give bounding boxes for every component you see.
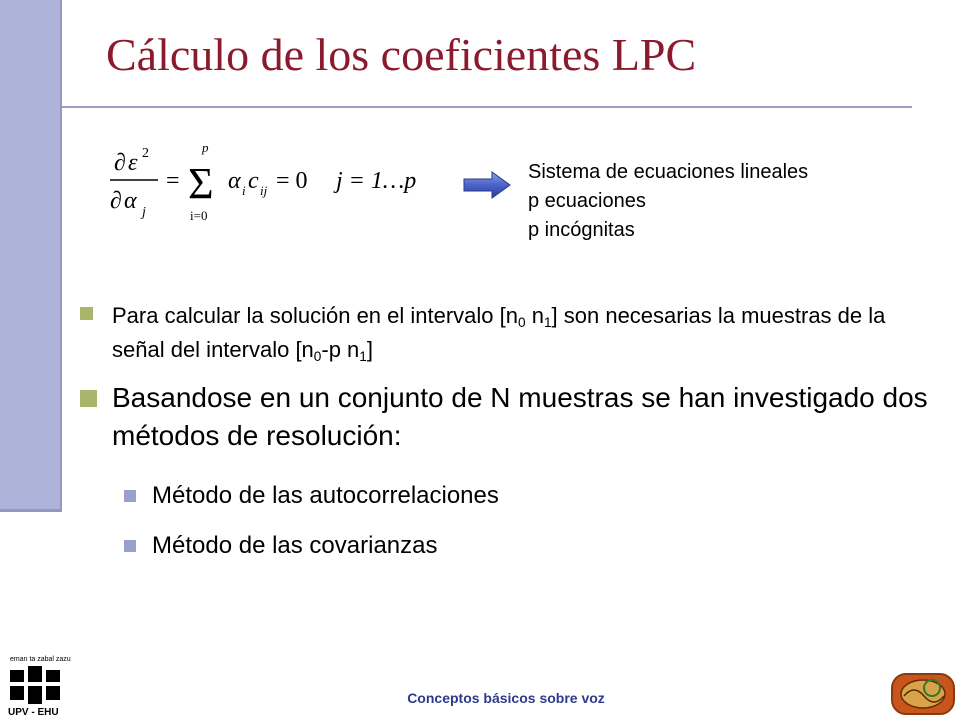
sub-bullet-square-icon — [124, 540, 136, 552]
arrow-right-icon — [462, 170, 512, 200]
lpc-equation — [108, 140, 438, 230]
system-description — [528, 158, 808, 245]
sigma-icon: Σ — [188, 159, 214, 208]
eq-term-c: c — [248, 168, 259, 194]
logo-name: UPV - EHU — [8, 707, 59, 718]
bullet-square-icon — [80, 390, 97, 407]
bullet-methods — [80, 379, 930, 455]
system-line-1: Sistema de ecuaciones lineales — [528, 161, 809, 183]
sub-item-autocorrelation — [124, 480, 904, 512]
eq-equals-zero: = 0 — [276, 168, 308, 194]
eq-alpha-bottom: α — [124, 188, 137, 214]
eq-sum-top: p — [202, 140, 209, 155]
logo-tagline: eman ta zabal zazu — [10, 656, 71, 663]
sub-item-text: Método de las covarianzas — [152, 532, 438, 559]
sub-bullet-square-icon — [124, 490, 136, 502]
footer-text: Conceptos básicos sobre voz — [407, 690, 605, 706]
sub-item-text: Método de las autocorrelaciones — [152, 482, 499, 509]
bullet-methods-text: Basandose en un conjunto de N muestras se han investigado dos métodos de resolución: — [112, 382, 928, 451]
eq-range: j = 1…p — [336, 168, 417, 194]
side-accent-bar — [0, 0, 62, 512]
bullet-interval — [80, 299, 910, 367]
eq-term-i: i — [242, 183, 246, 198]
slide-title: Cálculo de los coeficientes LPC — [106, 29, 697, 80]
title-divider — [62, 106, 912, 108]
system-line-3: p incógnitas — [528, 219, 635, 241]
equation-svg — [108, 140, 438, 230]
eq-partial-bottom: ∂ — [110, 188, 122, 214]
eq-epsilon: ε — [128, 150, 138, 176]
eq-j-sub: j — [142, 205, 146, 220]
eq-term-ij: ij — [260, 183, 268, 198]
group-logo-icon — [890, 670, 956, 718]
eq-sum-bottom: i=0 — [190, 208, 208, 223]
sub-item-covariance — [124, 530, 904, 562]
system-line-2: p ecuaciones — [528, 190, 646, 212]
eq-term-alpha: α — [228, 168, 241, 194]
bullet-interval-text: Para calcular la solución en el intervalo [$n_0$ $n_1$] son necesarias la muestras de la señal del intervalo [$n_0-p$ $n_1$] — [112, 303, 886, 364]
eq-square: 2 — [142, 146, 149, 161]
bullet-square-icon — [80, 307, 93, 320]
eq-partial-top: ∂ — [114, 150, 126, 176]
eq-equals: = — [166, 168, 180, 194]
